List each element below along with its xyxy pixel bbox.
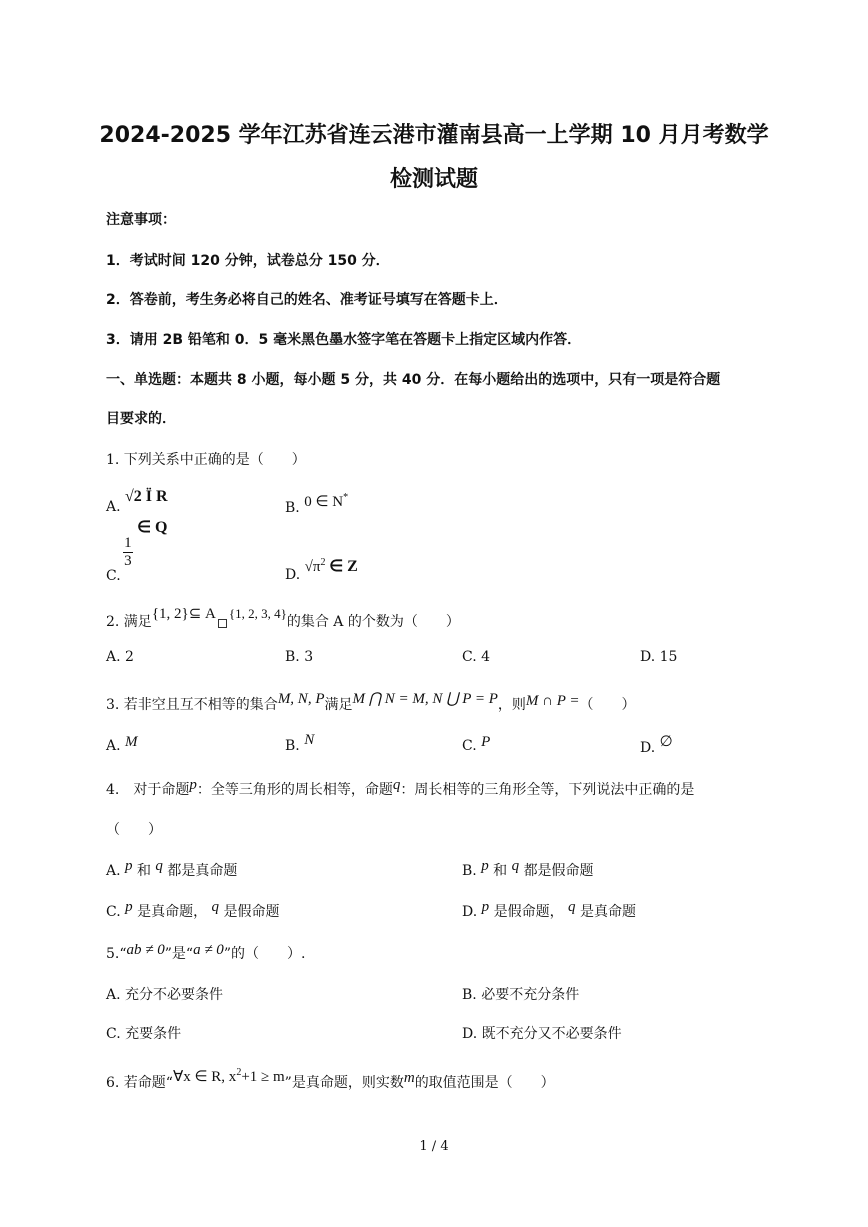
q5-option-c: C. 充要条件 <box>106 1026 182 1042</box>
q4-d-text: 是真命题 <box>580 904 636 920</box>
q3-option-b <box>285 732 315 755</box>
q2-option-a: A. 2 <box>106 649 134 665</box>
document-title-line2: 检测试题 <box>389 167 478 192</box>
q6-suffix: 的取值范围是（ ） <box>414 1075 555 1091</box>
q3-d-val: ∅ <box>659 734 673 750</box>
q3-mid: 满足 <box>324 697 353 713</box>
q1-option-d <box>285 557 358 584</box>
q4-b-label: B. <box>462 863 477 879</box>
q4-a-and: 和 <box>136 863 151 879</box>
q1-c-label: C. <box>106 568 121 584</box>
q6-expr1: ∀x ∈ R, x <box>172 1069 237 1085</box>
q4-c-p: p <box>125 899 133 915</box>
q3-c-label: C. <box>462 738 477 754</box>
notes-item-1: 1．考试时间 120 分钟，试卷总分 150 分． <box>106 253 390 269</box>
q4-b-q: q <box>511 858 520 874</box>
q3-condition: M ⋂ N = M, N ⋃ P = P <box>352 691 498 707</box>
notes-item-2: 2．答卷前，考生务必将自己的姓名、准考证号填写在答题卡上． <box>106 292 508 308</box>
document-title-line1: 2024-2025 学年江苏省连云港市灌南县高一上学期 10 月月考数学 <box>99 123 769 148</box>
q1-stem: 1. 下列关系中正确的是（ ） <box>106 452 306 468</box>
q4-c-q: q <box>211 899 220 915</box>
q1-option-b <box>285 492 349 517</box>
q5-stem <box>106 943 305 963</box>
q4-a-p: p <box>125 858 133 874</box>
notes-heading: 注意事项： <box>106 212 176 228</box>
q4-c-label: C. <box>106 904 121 920</box>
notes-item-3: 3．请用 2B 铅笔和 0．5 毫米黑色墨水签字笔在答题卡上指定区域内作答． <box>106 332 582 348</box>
q3-option-d <box>640 734 673 757</box>
page-number: 1 / 4 <box>419 1139 449 1154</box>
q3-prefix: 3. 若非空且互不相等的集合 <box>106 697 278 713</box>
q1-a-label: A. <box>106 499 121 515</box>
q3-sets: M, N, P <box>277 691 325 707</box>
section1-line1: 一、单选题：本题共 8 小题，每小题 5 分，共 40 分．在每小题给出的选项中，只有一项是符合题 <box>106 372 721 388</box>
q5-option-a: A. 充分不必要条件 <box>106 987 224 1003</box>
q2-option-d: D. 15 <box>640 649 678 665</box>
q3-option-c <box>462 734 491 755</box>
q2-option-b: B. 3 <box>285 649 314 665</box>
q3-option-a <box>106 734 138 755</box>
q5-prefix: 5.“ <box>106 946 127 962</box>
section1-line2: 目要求的． <box>106 411 176 427</box>
q4-q: q <box>392 777 401 793</box>
q4-b-p: p <box>481 858 489 874</box>
q3-a-val: M <box>125 734 138 750</box>
q4-a-label: A. <box>106 863 121 879</box>
q1-b-math: 0 ∈ N <box>304 494 344 510</box>
q4-option-c <box>106 901 279 921</box>
q3-end: （ ） <box>579 697 636 713</box>
q4-b-and: 和 <box>493 863 508 879</box>
q5-option-d: D. 既不充分又不必要条件 <box>462 1026 622 1042</box>
q2-prefix: 2. 满足 <box>106 614 152 630</box>
q6-expr2: +1 ≥ m <box>241 1069 285 1085</box>
q4-stem-line2: （ ） <box>106 822 162 838</box>
q2-set2: {1, 2, 3, 4} <box>228 606 287 621</box>
q4-b-text: 都是假命题 <box>523 863 594 879</box>
q6-m: m <box>403 1070 415 1086</box>
q4-p1: 4. 对于命题 <box>106 782 190 798</box>
q3-c-val: P <box>481 734 491 750</box>
q5-expr2: a ≠ 0 <box>193 942 224 958</box>
q1-d-label: D. <box>285 567 301 583</box>
q6-prefix: 6. 若命题“ <box>106 1075 173 1091</box>
q2-suffix: 的集合 A 的个数为（ ） <box>286 614 460 630</box>
q6-sup: 2 <box>236 1067 242 1078</box>
q4-d-label: D. <box>462 904 478 920</box>
q2-stem <box>106 606 460 631</box>
q5-option-b: B. 必要不充分条件 <box>462 987 580 1003</box>
q1-c-rest: ∈ Q <box>137 519 168 536</box>
q1-option-a <box>106 488 168 516</box>
q1-d-math: √π <box>304 559 321 575</box>
q3-a-label: A. <box>106 738 121 754</box>
q5-suffix: ”的（ ）. <box>223 946 306 962</box>
q3-b-val: N <box>304 732 315 748</box>
q4-p2: ：全等三角形的周长相等，命题 <box>196 782 393 798</box>
q4-c-mid: 是真命题， <box>137 904 208 920</box>
q4-option-b <box>462 860 594 880</box>
q1-c-denominator: 3 <box>124 553 132 569</box>
q4-a-text: 都是真命题 <box>167 863 238 879</box>
q4-p3: ：周长相等的三角形全等，下列说法中正确的是 <box>400 782 695 798</box>
q6-mid: ”是真命题，则实数 <box>284 1075 404 1091</box>
q1-c-numerator: 1 <box>124 535 132 551</box>
q3-expr: M ∩ P = <box>525 693 580 709</box>
q4-stem <box>106 779 694 799</box>
q1-option-c <box>106 519 168 584</box>
q5-expr1: ab ≠ 0 <box>126 942 165 958</box>
q3-b-label: B. <box>285 738 300 754</box>
q3-stem <box>106 691 636 714</box>
q4-d-q: q <box>568 899 576 915</box>
q4-option-a <box>106 860 237 880</box>
q6-stem <box>106 1067 555 1092</box>
q4-d-p: p <box>481 899 490 915</box>
q4-option-d <box>462 901 636 921</box>
q1-d-sup: 2 <box>320 557 326 568</box>
q4-c-text: 是假命题 <box>223 904 280 920</box>
q4-a-q: q <box>155 858 163 874</box>
q1-d-rest: ∈ Z <box>329 558 358 575</box>
q1-b-sup: * <box>343 492 349 503</box>
q4-d-mid: 是假命题， <box>493 904 564 920</box>
q3-d-label: D. <box>640 740 656 756</box>
q2-option-c: C. 4 <box>462 649 491 665</box>
q2-set1: {1, 2}⊆ A <box>151 606 216 622</box>
q4-p: p <box>189 777 197 793</box>
proper-subset-icon <box>218 619 227 628</box>
q3-then: ，则 <box>497 697 526 713</box>
q5-mid: ”是“ <box>164 946 194 962</box>
q1-b-label: B. <box>285 500 300 516</box>
q1-a-math: √2 Ï R <box>125 488 168 505</box>
